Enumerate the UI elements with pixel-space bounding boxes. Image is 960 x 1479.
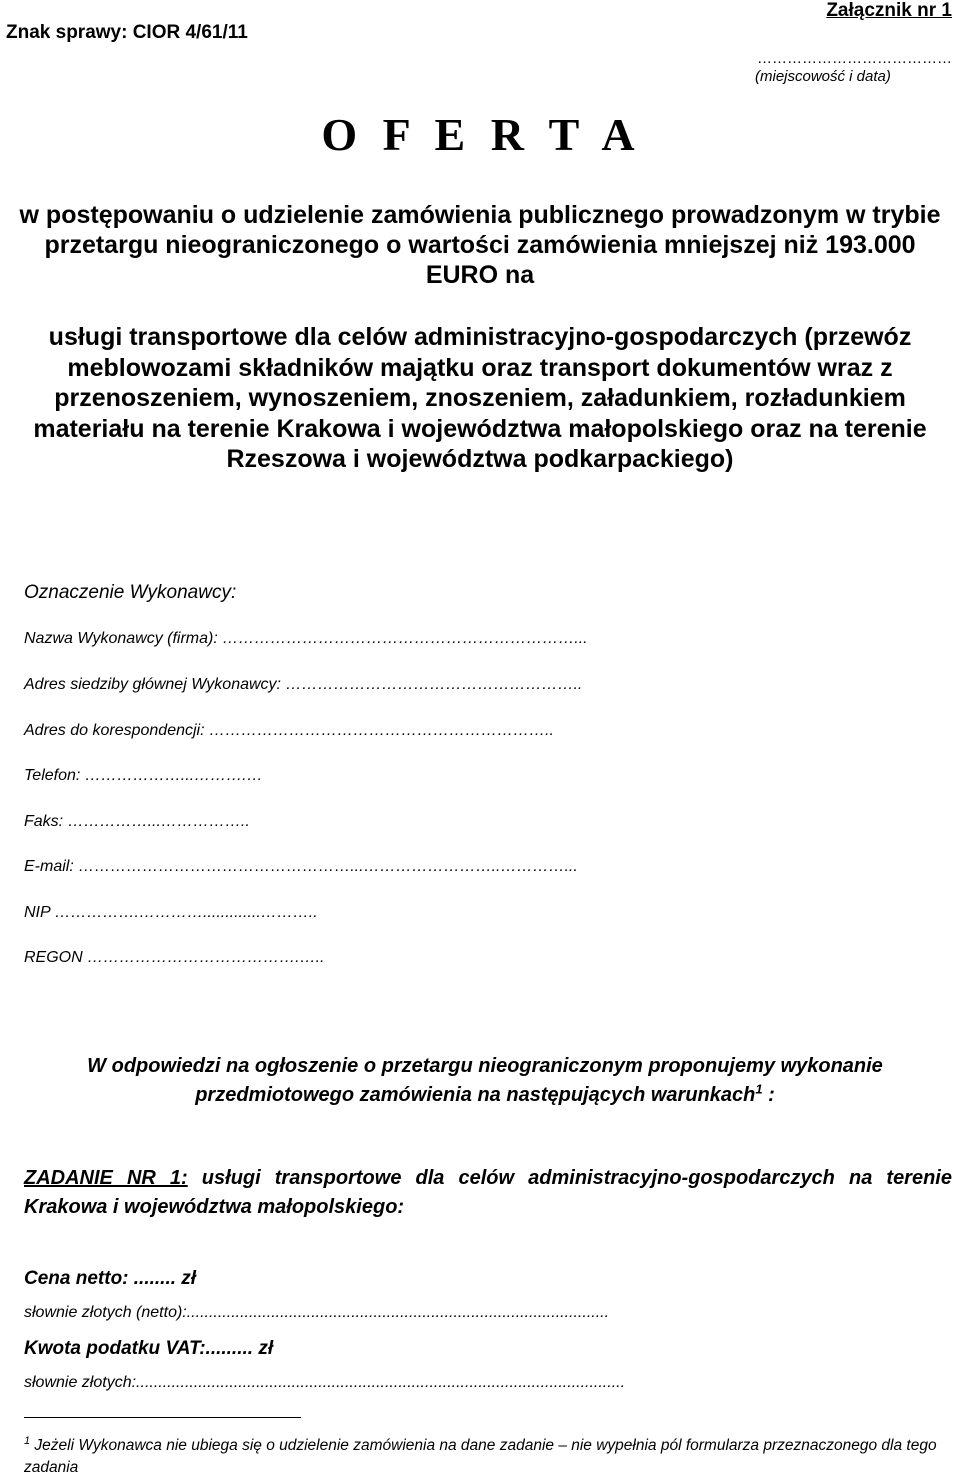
field-value: …………………………………………………………...: [222, 630, 588, 647]
place-date-field[interactable]: …………………………………: [757, 50, 952, 67]
offer-intro: [20, 1052, 950, 1110]
field-label: REGON: [24, 949, 83, 966]
footnote-text: Jeżeli Wykonawca nie ubiega się o udzielenie zamówienia na dane zadanie – nie wypełnia pól formularza przeznaczonego dla tego zadania: [24, 1437, 937, 1477]
vat-words-field[interactable]: słownie złotych:..............................................................................................................: [24, 1374, 626, 1391]
field-value: ………………………………….…..: [87, 949, 325, 966]
email-field[interactable]: [24, 858, 578, 876]
field-value: ………………………………………………..: [285, 676, 583, 693]
field-value: ………………………………………………………..: [209, 722, 554, 739]
field-value: ………………...……….…: [84, 767, 263, 784]
net-price-words-field[interactable]: słownie złotych (netto):...............................................................................................: [24, 1304, 610, 1321]
annex-label: Załącznik nr 1: [826, 0, 952, 21]
footnote: [24, 1430, 952, 1479]
net-price-field[interactable]: Cena netto: ........ zł: [24, 1268, 197, 1289]
case-reference: Znak sprawy: CIOR 4/61/11: [6, 22, 248, 43]
footnote-reference: 1: [755, 1081, 763, 1097]
document-title: O F E R T A: [321, 109, 639, 160]
vat-amount-field[interactable]: Kwota podatku VAT:......... zł: [24, 1338, 274, 1359]
nip-field[interactable]: [24, 904, 318, 922]
task-heading: [24, 1164, 952, 1222]
field-label: Faks:: [24, 813, 64, 830]
field-label: E-mail:: [24, 858, 74, 875]
offer-intro-suffix: :: [762, 1084, 775, 1106]
fax-field[interactable]: [24, 813, 250, 831]
phone-field[interactable]: [24, 767, 263, 785]
contractor-name-field[interactable]: [24, 630, 588, 648]
task-label: ZADANIE NR 1:: [24, 1167, 188, 1189]
procedure-intro: w postępowaniu o udzielenie zamówienia publicznego prowadzonym w trybie przetargu nieograniczonego o wartości zamówienia mniejszej niż 193.000 EURO na: [19, 201, 941, 289]
field-value: ……………………………………………...……………………..…………...: [78, 858, 578, 875]
contractor-address-field[interactable]: [24, 676, 582, 694]
contractor-heading: Oznaczenie Wykonawcy:: [24, 582, 237, 603]
field-label: Adres do korespondencji:: [24, 722, 205, 739]
field-label: Telefon:: [24, 767, 81, 784]
field-label: Adres siedziby głównej Wykonawcy:: [24, 676, 281, 693]
task-description: usługi transportowe dla celów administracyjno-gospodarczych na terenie Krakowa i województwa małopolskiego:: [24, 1167, 952, 1218]
field-label: Nazwa Wykonawcy (firma):: [24, 630, 218, 647]
footnote-marker: 1: [24, 1435, 31, 1447]
regon-field[interactable]: [24, 949, 324, 967]
field-value: …………….………….............………..: [54, 904, 318, 921]
field-label: NIP: [24, 904, 51, 921]
field-value: ……………...……………..: [67, 813, 250, 830]
order-subject: usługi transportowe dla celów administracyjno-gospodarczych (przewóz meblowozami składników majątku oraz transport dokumentów wraz z przenoszeniem, wynoszeniem, znoszeniem, załadunkiem, rozładunkiem materiału na terenie Krakowa i województwa małopolskiego oraz na terenie Rzeszowa i województwa podkarpackiego): [33, 323, 927, 473]
correspondence-address-field[interactable]: [24, 722, 554, 740]
place-date-label: (miejscowość i data): [755, 68, 891, 85]
offer-intro-text: W odpowiedzi na ogłoszenie o przetargu nieograniczonym proponujemy wykonanie przedmiotowego zamówienia na następujących warunkach: [87, 1055, 883, 1106]
footnote-divider: [24, 1417, 301, 1418]
